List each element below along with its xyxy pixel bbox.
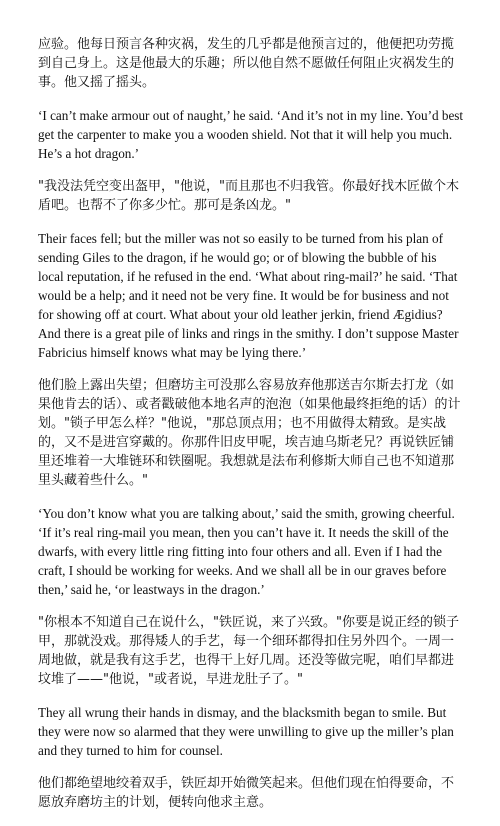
document-page	[38, 35, 464, 826]
paragraph-zh-5: 他们都绝望地绞着双手，铁匠却开始微笑起来。但他们现在怕得要命，不愿放弃磨坊主的计划，便转向他求主意。	[38, 776, 455, 810]
paragraph-en-2: Their faces fell; but the miller was not so easily to be turned from his plan of sending Giles to the dragon, if he would go; or of blowing the bubble of his local reputation, if he refused in the end. ‘What about ring-mail?’ he said. ‘That would be a help; and it need not be very fine. It would be for business and not for showing off at court. What about your old leather jerkin, friend Ægidius? And there is a great pile of links and rings in the smithy. I don’t suppose Master Fabricius himself knows what may be lying there.’	[38, 231, 459, 360]
paragraph-en-1: ‘I can’t make armour out of naught,’ he said. ‘And it’s not in my line. You’d best get the carpenter to make you a wooden shield. Not that it will help you much. He’s a hot dragon.’	[38, 108, 464, 161]
paragraph-zh-3: 他们脸上露出失望；但磨坊主可没那么容易放弃他那送吉尔斯去打龙（如果他肯去的话）、或者戳破他本地名声的泡泡（如果他最终拒绝的话）的计划。"锁子甲怎么样？"他说，"那总顶点用；也不用做得太精致。是实战的，又不是进宫穿戴的。你那件旧皮甲呢，埃吉迪乌斯老兄？再说铁匠铺里还堆着一大堆链环和铁圈呢。我想就是法布利修斯大师自己也不知道那里头藏着些什么。"	[38, 378, 461, 488]
paragraph-zh-4: "你根本不知道自己在说什么，"铁匠说，来了兴致。"你要是说正经的锁子甲，那就没戏。那得矮人的手艺，每一个细环都得扣住另外四个。一周一周地做，就是我有这手艺，也得干上好几周。还没等做完呢，咱们早都进坟堆了——"他说，"或者说，早进龙肚子了。"	[38, 615, 459, 687]
paragraph-en-4: They all wrung their hands in dismay, and the blacksmith began to smile. But they were now so alarmed that they were unwilling to give up the miller’s plan and they turned to him for counsel.	[38, 705, 454, 758]
paragraph-zh-1: 应验。他每日预言各种灾祸，发生的几乎都是他预言过的，他便把功劳揽到自己身上。这是他最大的乐趣；所以他自然不愿做任何阻止灾祸发生的事。他又摇了摇头。	[38, 37, 455, 90]
paragraph-en-3: ‘You don’t know what you are talking about,’ said the smith, growing cheerful. ‘If it’s real ring-mail you mean, then you can’t have it. It needs the skill of the dwarfs, with every little ring fitting into four others and all. Even if I had the craft, I should be working for weeks. And we shall all be in our graves before then,’ said he, ‘or leastways in the dragon.’	[38, 506, 455, 597]
paragraph-zh-2: "我没法凭空变出盔甲，"他说，"而且那也不归我管。你最好找木匠做个木盾吧。也帮不了你多少忙。那可是条凶龙。"	[38, 179, 459, 213]
